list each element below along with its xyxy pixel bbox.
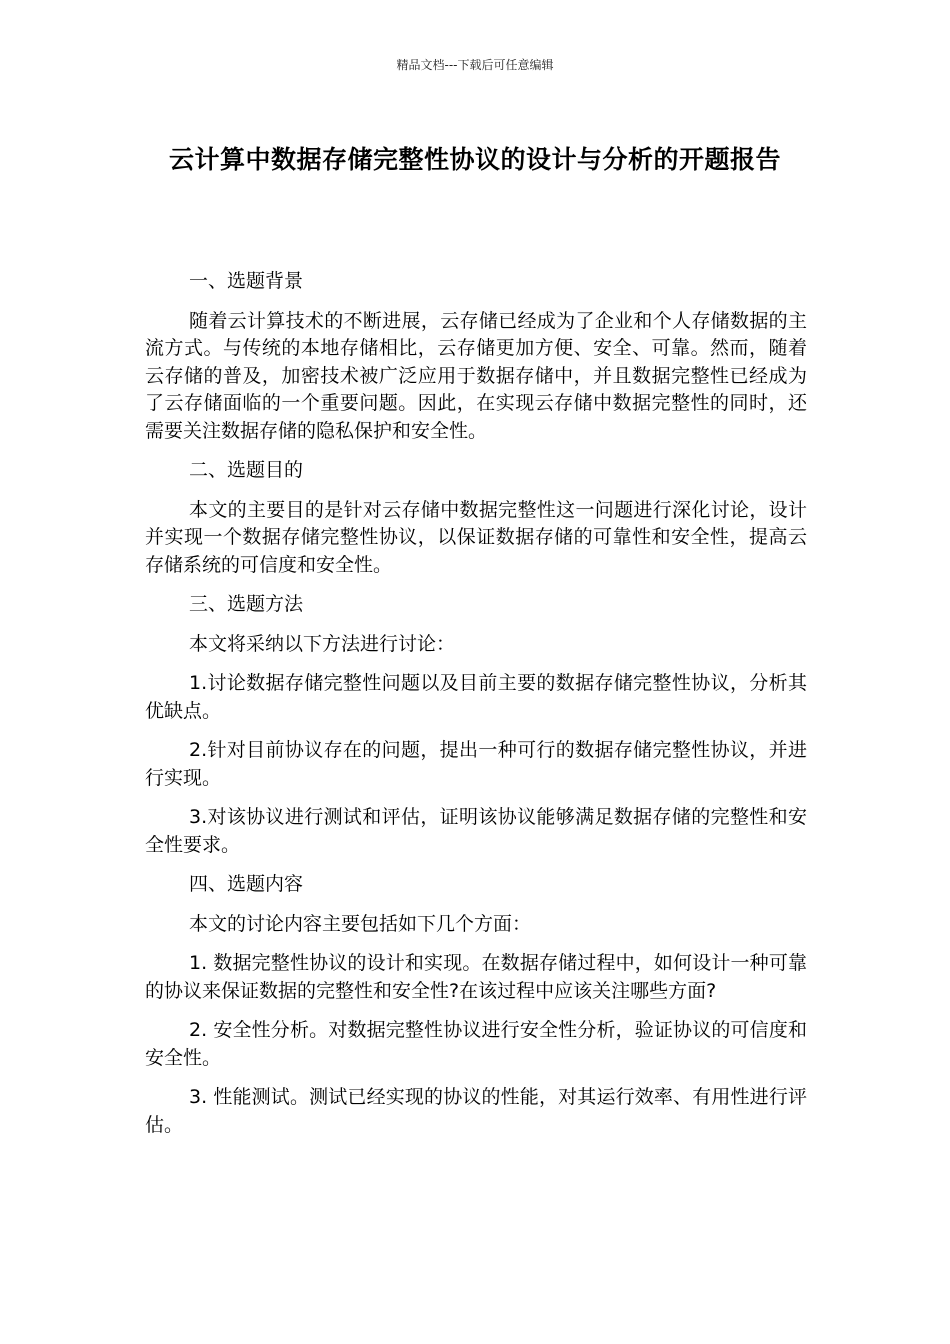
paragraph-background: 随着云计算技术的不断进展，云存储已经成为了企业和个人存储数据的主流方式。与传统的本地存储相比，云存储更加方便、安全、可靠。然而，随着云存储的普及，加密技术被广泛应用于数据存储中，并且数据完整性已经成为了云存储面临的一个重要问题。因此，在实现云存储中数据完整性的同时，还需要关注数据存储的隐私保护和安全性。 (145, 309, 807, 442)
section-heading-method: 三、选题方法 (189, 593, 304, 615)
list-item-method-1: 1.讨论数据存储完整性问题以及目前主要的数据存储完整性协议，分析其优缺点。 (145, 672, 807, 722)
list-item-method-2: 2.针对目前协议存在的问题，提出一种可行的数据存储完整性协议，并进行实现。 (145, 739, 807, 789)
list-item-content-2: 2. 安全性分析。对数据完整性协议进行安全性分析，验证协议的可信度和安全性。 (145, 1019, 807, 1069)
header-note: 精品文档---下载后可任意编辑 (396, 58, 554, 72)
paragraph-content-intro: 本文的讨论内容主要包括如下几个方面： (189, 912, 532, 935)
paragraph-purpose: 本文的主要目的是针对云存储中数据完整性这一问题进行深化讨论，设计并实现一个数据存储完整性协议，以保证数据存储的可靠性和安全性，提高云存储系统的可信度和安全性。 (145, 498, 807, 576)
document-body (145, 268, 807, 1151)
list-item-content-3: 3. 性能测试。测试已经实现的协议的性能，对其运行效率、有用性进行评估。 (145, 1086, 807, 1136)
paragraph-method-intro: 本文将采纳以下方法进行讨论： (189, 632, 456, 655)
section-heading-content: 四、选题内容 (189, 873, 304, 895)
section-heading-purpose: 二、选题目的 (189, 459, 304, 481)
list-item-content-1: 1. 数据完整性协议的设计和实现。在数据存储过程中，如何设计一种可靠的协议来保证数据的完整性和安全性?在该过程中应该关注哪些方面? (145, 952, 807, 1002)
document-title: 云计算中数据存储完整性协议的设计与分析的开题报告 (168, 145, 781, 174)
list-item-method-3: 3.对该协议进行测试和评估，证明该协议能够满足数据存储的完整性和安全性要求。 (145, 806, 807, 856)
section-heading-background: 一、选题背景 (189, 270, 304, 292)
